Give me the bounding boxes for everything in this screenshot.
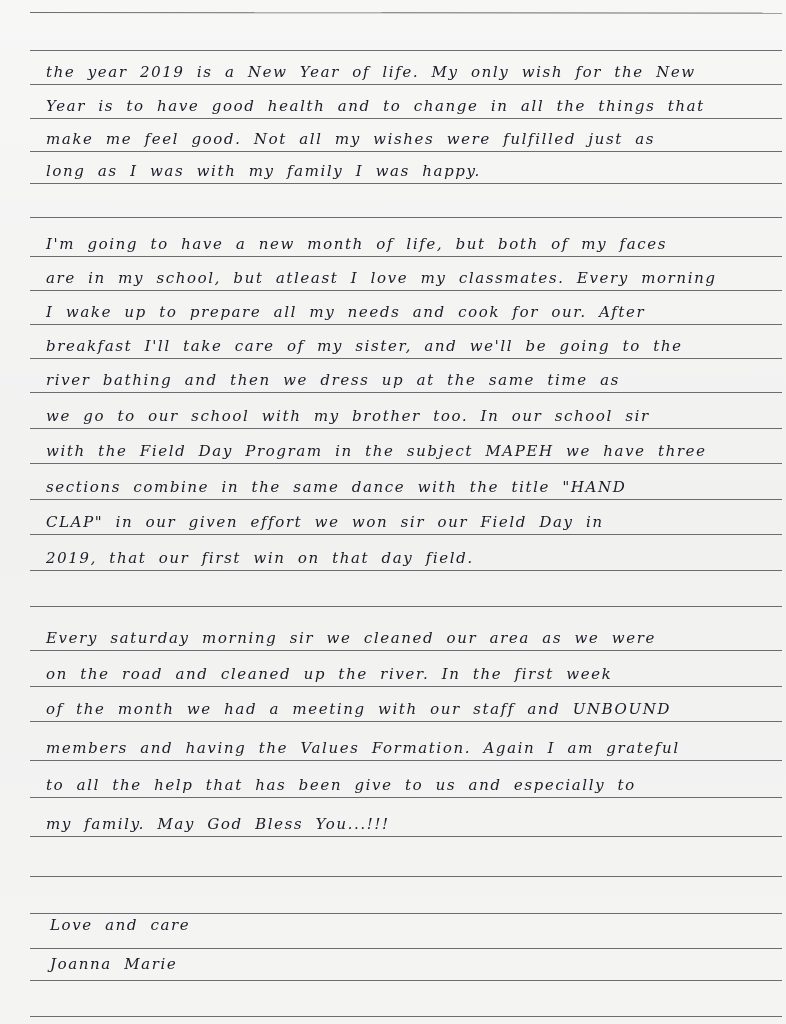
ruled-line <box>30 290 782 291</box>
ruled-line <box>30 876 782 877</box>
letter-line: to all the help that has been give to us and especially to <box>46 776 636 794</box>
ruled-line <box>30 256 782 257</box>
ruled-line <box>30 913 782 914</box>
ruled-line <box>30 358 782 359</box>
ruled-line <box>30 463 782 464</box>
letter-line: of the month we had a meeting with our staff and UNBOUND <box>46 700 672 718</box>
letter-line: with the Field Day Program in the subject MAPEH we have three <box>46 442 707 460</box>
ruled-line <box>30 50 782 51</box>
ruled-line <box>30 534 782 535</box>
ruled-line <box>30 428 782 429</box>
ruled-line <box>30 760 782 761</box>
ruled-line <box>30 324 782 325</box>
ruled-line <box>30 836 782 837</box>
ruled-line <box>30 12 782 14</box>
letter-signature: Joanna Marie <box>50 955 178 973</box>
letter-line: members and having the Values Formation. Again I am grateful <box>46 739 680 757</box>
letter-line: long as I was with my family I was happy. <box>46 162 481 180</box>
ruled-line <box>30 183 782 184</box>
ruled-line <box>30 948 782 949</box>
letter-line: we go to our school with my brother too. In our school sir <box>46 407 650 425</box>
ruled-line <box>30 570 782 571</box>
letter-line: on the road and cleaned up the river. In the first week <box>46 665 613 683</box>
ruled-line <box>30 392 782 393</box>
ruled-line <box>30 499 782 500</box>
ruled-line <box>30 797 782 798</box>
ruled-line <box>30 650 782 651</box>
letter-line: 2019, that our first win on that day field. <box>46 549 474 567</box>
letter-line: I'm going to have a new month of life, but both of my faces <box>46 235 668 253</box>
letter-line: my family. May God Bless You...!!! <box>46 815 390 833</box>
ruled-line <box>30 1016 782 1017</box>
ruled-line <box>30 84 782 85</box>
letter-line: Year is to have good health and to change in all the things that <box>46 97 705 115</box>
letter-line: Every saturday morning sir we cleaned our area as we were <box>46 629 656 647</box>
letter-line: are in my school, but atleast I love my classmates. Every morning <box>46 269 717 287</box>
ruled-line <box>30 980 782 981</box>
ruled-line <box>30 217 782 218</box>
ruled-line <box>30 151 782 152</box>
letter-line: sections combine in the same dance with the title "HAND <box>46 478 627 496</box>
letter-line: river bathing and then we dress up at the same time as <box>46 371 620 389</box>
letter-line: the year 2019 is a New Year of life. My only wish for the New <box>46 63 696 81</box>
letter-line: breakfast I'll take care of my sister, and we'll be going to the <box>46 337 683 355</box>
ruled-line <box>30 118 782 119</box>
ruled-line <box>30 721 782 722</box>
letter-line: make me feel good. Not all my wishes were fulfilled just as <box>46 130 656 148</box>
letter-line: I wake up to prepare all my needs and cook for our. After <box>46 303 646 321</box>
ruled-line <box>30 686 782 687</box>
letter-line: CLAP" in our given effort we won sir our Field Day in <box>46 513 604 531</box>
letter-closing: Love and care <box>50 916 191 934</box>
ruled-line <box>30 606 782 607</box>
